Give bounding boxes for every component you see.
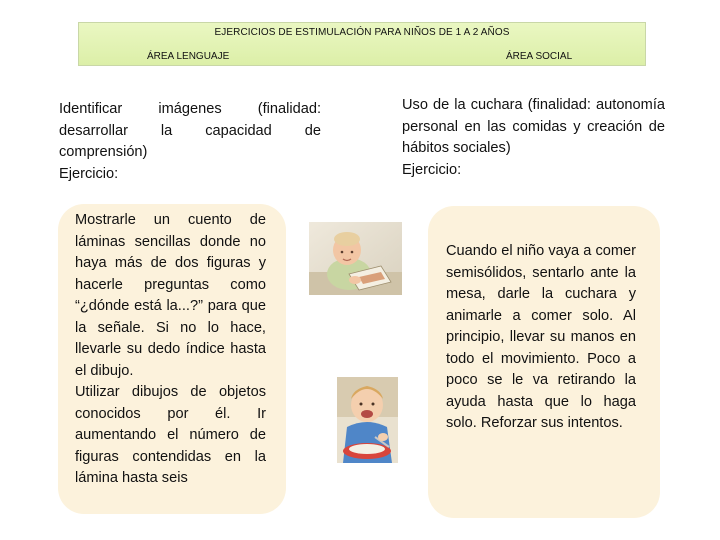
lenguaje-exercise-label: Ejercicio:: [59, 165, 119, 182]
social-exercise-label: Ejercicio:: [402, 161, 462, 178]
header-banner: [78, 22, 646, 66]
social-exercise-box: [428, 206, 660, 518]
area-lenguaje-label: ÁREA LENGUAJE: [147, 51, 230, 62]
page-title: EJERCICIOS DE ESTIMULACIÓN PARA NIÑOS DE 1 A 2 AÑOS: [214, 27, 510, 38]
lenguaje-exercise-text-1: Mostrarle un cuento de láminas sencillas donde no haya más de dos figuras y hacerle preguntas como “¿dónde está la...?” para que la señale. Si no lo hace, llevarle su dedo índice hasta el dibujo.: [75, 212, 266, 379]
social-objective: Uso de la cuchara (finalidad: autonomía personal en las comidas y creación de hábitos sociales): [402, 97, 665, 156]
child-eating-photo: [337, 377, 398, 463]
baby-reading-photo: [309, 222, 402, 295]
lenguaje-objective: Identificar imágenes (finalidad: desarrollar la capacidad de comprensión): [59, 101, 321, 160]
area-social-label: ÁREA SOCIAL: [506, 51, 573, 62]
lenguaje-exercise-text-2: Utilizar dibujos de objetos conocidos por él. Ir aumentando el número de figuras contendidas en la lámina hasta seis: [75, 384, 266, 486]
social-intro: [402, 95, 665, 181]
social-exercise-text: Cuando el niño vaya a comer semisólidos, sentarlo ante la mesa, darle la cuchara y animarle a comer solo. Al principio, llevar su manos en todo el movimiento. Poco a poco se le va retirando la ayuda hasta que lo haga solo. Reforzar sus intentos.: [446, 243, 636, 431]
lenguaje-exercise-box: [58, 204, 286, 514]
lenguaje-intro: [59, 99, 321, 185]
